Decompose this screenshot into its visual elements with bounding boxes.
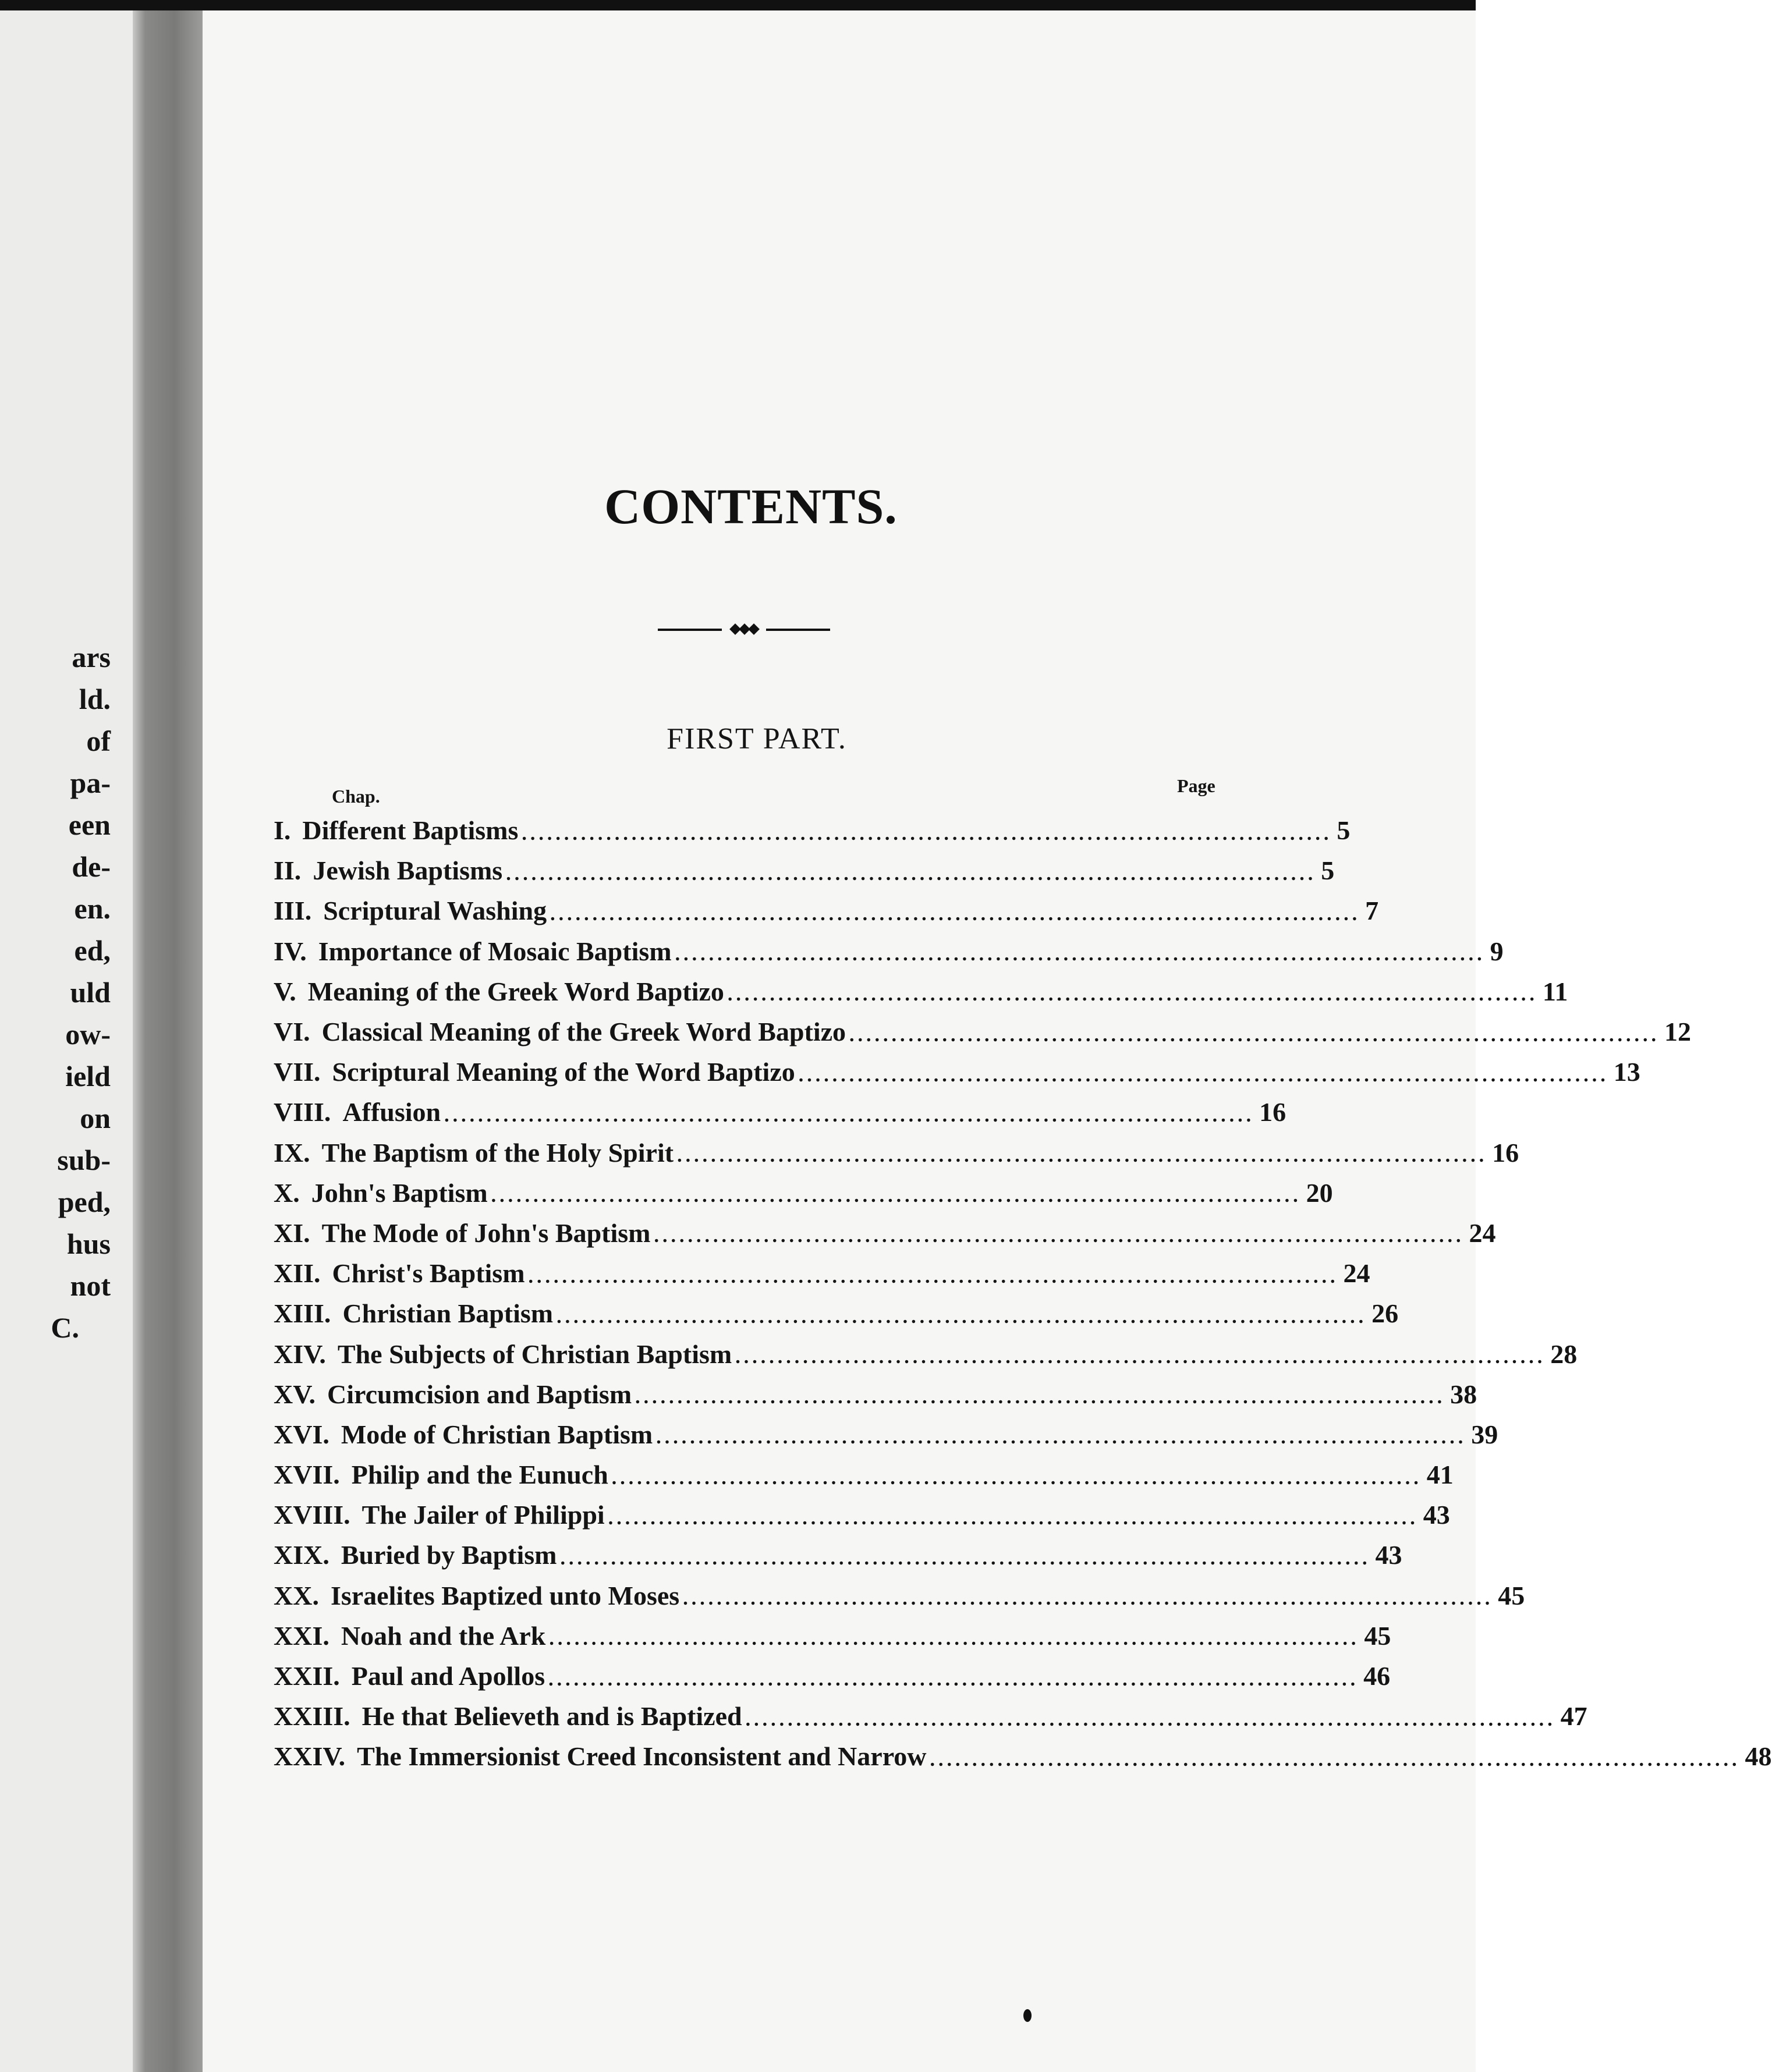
leader-dots: ................................................................................................ (550, 903, 1361, 925)
left-fragment-line: C. (51, 1311, 79, 1344)
chapter-title: The Mode of John's Baptism (321, 1218, 651, 1248)
left-fragment-line: of (86, 725, 111, 757)
chapter-title: Circumcision and Baptism (327, 1379, 632, 1409)
leader-dots: ................................................................................................ (560, 1547, 1371, 1569)
part-heading: FIRST PART. (667, 722, 847, 755)
left-fragment-line: ield (65, 1060, 111, 1092)
leader-dots: ................................................................................................ (849, 1024, 1660, 1046)
toc-row (274, 1616, 1391, 1656)
chapter-number: III. (274, 896, 312, 926)
chapter-number: XII. (274, 1258, 321, 1289)
chapter-number: XXIV. (274, 1741, 346, 1772)
toc-row (274, 890, 1379, 931)
leader-dots: ................................................................................................ (745, 1708, 1556, 1730)
chapter-column-header: Chap. (332, 786, 380, 807)
chapter-title: The Jailer of Philippi (362, 1500, 605, 1530)
chapter-number: XV. (274, 1379, 316, 1409)
chapter-page-number: 12 (1664, 1017, 1692, 1047)
ornament-diamond (748, 623, 760, 635)
toc-row (274, 1414, 1498, 1454)
toc-row (274, 1576, 1525, 1616)
leader-dots: ................................................................................................ (930, 1748, 1741, 1771)
chapter-number: XI. (274, 1218, 310, 1248)
chapter-title: The Immersionist Creed Inconsistent and Narrow (357, 1741, 927, 1772)
chapter-title: Jewish Baptisms (313, 856, 503, 886)
toc-row (274, 1012, 1692, 1052)
left-fragment-line: ow- (65, 1018, 111, 1051)
chapter-page-number: 16 (1259, 1097, 1287, 1127)
toc-row (274, 1535, 1402, 1575)
chapter-page-number: 24 (1343, 1258, 1370, 1289)
chapter-page-number: 9 (1490, 936, 1504, 966)
chapter-page-number: 43 (1423, 1500, 1450, 1530)
chapter-title: Philip and the Eunuch (351, 1460, 608, 1490)
toc-row (274, 1656, 1391, 1696)
chapter-title: Mode of Christian Baptism (341, 1419, 653, 1449)
leader-dots: ................................................................................................ (548, 1668, 1359, 1690)
chapter-page-number: 7 (1365, 896, 1379, 926)
ornament-rule-right (766, 629, 830, 631)
toc-row (274, 1696, 1587, 1736)
toc-row (274, 1253, 1370, 1293)
left-fragment-line: en. (74, 892, 111, 925)
left-fragment-line: ped, (58, 1186, 111, 1218)
chapter-page-number: 41 (1426, 1460, 1454, 1490)
toc-row (274, 1495, 1450, 1535)
toc-row (274, 1293, 1399, 1333)
page-column-header: Page (1177, 775, 1215, 796)
leader-dots: ................................................................................................ (522, 822, 1332, 845)
chapter-title: John's Baptism (311, 1177, 488, 1208)
chapter-title: Christ's Baptism (332, 1258, 525, 1289)
chapter-page-number: 46 (1363, 1661, 1391, 1691)
toc-row (274, 1736, 1772, 1776)
chapter-title: Meaning of the Greek Word Baptizo (307, 976, 724, 1006)
toc-row (274, 1213, 1496, 1253)
chapter-page-number: 16 (1492, 1137, 1519, 1168)
leader-dots: ................................................................................................ (611, 1467, 1422, 1489)
left-page (0, 10, 133, 2072)
chapter-page-number: 48 (1745, 1741, 1772, 1772)
chapter-page-number: 47 (1560, 1701, 1587, 1732)
leader-dots: ................................................................................................ (506, 863, 1317, 885)
chapter-number: II. (274, 856, 302, 886)
chapter-title: Importance of Mosaic Baptism (318, 936, 672, 966)
chapter-number: IV. (274, 936, 307, 966)
chapter-title: Scriptural Washing (323, 896, 547, 926)
chapter-title: Christian Baptism (342, 1298, 554, 1329)
chapter-page-number: 5 (1337, 815, 1351, 846)
page-title: CONTENTS. (604, 478, 898, 534)
chapter-number: XVI. (274, 1419, 329, 1449)
leader-dots: ................................................................................................ (549, 1628, 1360, 1650)
chapter-page-number: 43 (1375, 1540, 1402, 1570)
chapter-number: XXI. (274, 1620, 329, 1651)
table-of-contents (274, 810, 1772, 1777)
leader-dots: ................................................................................................ (528, 1265, 1339, 1287)
left-fragment-line: hus (66, 1227, 111, 1260)
chapter-page-number: 13 (1613, 1057, 1640, 1087)
title-ornament (658, 624, 830, 636)
left-fragment-line: not (70, 1269, 111, 1302)
chapter-number: XX. (274, 1580, 319, 1610)
chapter-page-number: 24 (1469, 1218, 1496, 1248)
chapter-number: XXIII. (274, 1701, 350, 1732)
scan-top-edge (0, 0, 1476, 10)
leader-dots: ................................................................................................ (491, 1185, 1302, 1207)
chapter-number: XIX. (274, 1540, 329, 1570)
chapter-number: XVII. (274, 1460, 340, 1490)
left-fragment-line: pa- (70, 767, 111, 799)
toc-row (274, 971, 1568, 1012)
leader-dots: ................................................................................................ (677, 1145, 1488, 1167)
leader-dots: ................................................................................................ (608, 1507, 1419, 1529)
left-fragment-line: ed, (74, 934, 111, 967)
chapter-number: XVIII. (274, 1500, 350, 1530)
leader-dots: ................................................................................................ (635, 1386, 1446, 1408)
chapter-title: Affusion (342, 1097, 441, 1127)
chapter-page-number: 5 (1321, 856, 1335, 886)
chapter-number: X. (274, 1177, 300, 1208)
leader-dots: ................................................................................................ (557, 1305, 1367, 1328)
chapter-page-number: 28 (1550, 1339, 1578, 1369)
chapter-page-number: 11 (1542, 976, 1568, 1006)
ink-speck (1023, 2009, 1032, 2022)
left-fragment-line: ars (72, 641, 111, 673)
left-fragment-line: on (80, 1102, 111, 1134)
chapter-title: Noah and the Ark (341, 1620, 546, 1651)
left-page-text-fragments (0, 636, 133, 1349)
chapter-title: Different Baptisms (302, 815, 519, 846)
left-fragment-line: uld (70, 976, 111, 1009)
left-fragment-line: sub- (57, 1144, 111, 1176)
chapter-title: Israelites Baptized unto Moses (330, 1580, 680, 1610)
leader-dots: ................................................................................................ (656, 1427, 1467, 1449)
chapter-number: XIV. (274, 1339, 326, 1369)
leader-dots: ................................................................................................ (735, 1346, 1546, 1368)
chapter-number: VIII. (274, 1097, 331, 1127)
toc-row (274, 1454, 1454, 1495)
chapter-page-number: 38 (1450, 1379, 1477, 1409)
toc-row (274, 1052, 1640, 1092)
chapter-title: Scriptural Meaning of the Word Baptizo (332, 1057, 795, 1087)
leader-dots: ................................................................................................ (798, 1064, 1609, 1086)
toc-row (274, 1173, 1333, 1213)
leader-dots: ................................................................................................ (654, 1225, 1465, 1247)
toc-row (274, 810, 1351, 850)
chapter-page-number: 45 (1364, 1620, 1391, 1651)
leader-dots: ................................................................................................ (675, 943, 1486, 966)
ornament-rule-left (658, 629, 722, 631)
chapter-page-number: 20 (1306, 1177, 1333, 1208)
toc-row (274, 1374, 1477, 1414)
chapter-page-number: 45 (1498, 1580, 1525, 1610)
chapter-number: V. (274, 976, 296, 1006)
toc-row (274, 850, 1335, 890)
toc-row (274, 931, 1504, 971)
book-spine-gutter (133, 10, 203, 2072)
chapter-page-number: 39 (1471, 1419, 1498, 1449)
chapter-number: VII. (274, 1057, 321, 1087)
toc-row (274, 1133, 1519, 1173)
chapter-title: He that Believeth and is Baptized (362, 1701, 742, 1732)
toc-row (274, 1333, 1578, 1374)
left-fragment-line: ld. (79, 683, 111, 715)
chapter-number: I. (274, 815, 291, 846)
chapter-title: The Subjects of Christian Baptism (337, 1339, 732, 1369)
chapter-page-number: 26 (1371, 1298, 1399, 1329)
chapter-title: Paul and Apollos (351, 1661, 545, 1691)
leader-dots: ................................................................................................ (683, 1588, 1494, 1610)
chapter-number: XXII. (274, 1661, 340, 1691)
chapter-number: XIII. (274, 1298, 331, 1329)
chapter-title: Buried by Baptism (341, 1540, 557, 1570)
chapter-number: VI. (274, 1017, 310, 1047)
chapter-title: Classical Meaning of the Greek Word Baptizo (321, 1017, 846, 1047)
leader-dots: ................................................................................................ (444, 1104, 1255, 1126)
leader-dots: ................................................................................................ (727, 984, 1538, 1006)
left-fragment-line: de- (72, 850, 111, 883)
left-fragment-line: een (68, 808, 111, 841)
toc-row (274, 1092, 1287, 1132)
chapter-title: The Baptism of the Holy Spirit (321, 1137, 674, 1168)
chapter-number: IX. (274, 1137, 310, 1168)
